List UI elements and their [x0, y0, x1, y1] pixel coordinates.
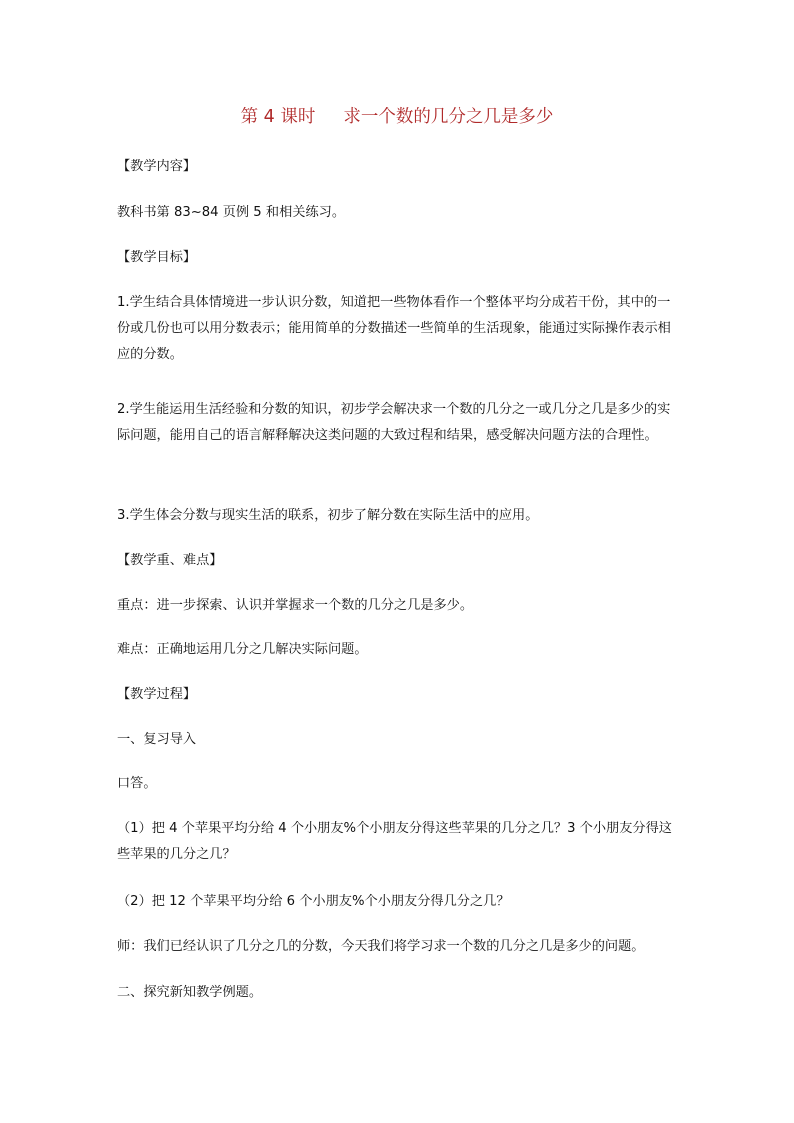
heading-key-difficult-points: 【教学重、难点】	[117, 553, 223, 568]
question-1: （1）把 4 个苹果平均分给 4 个小朋友%个小朋友分得这些苹果的几分之几？3 个小朋友分得这些苹果的几分之几？	[117, 821, 672, 862]
heading-teaching-process: 【教学过程】	[117, 687, 197, 702]
goal-2: 2.学生能运用生活经验和分数的知识，初步学会解决求一个数的几分之一或几分之几是多少的实际问题，能用自己的语言解释解决这类问题的大致过程和结果，感受解决问题方法的合理性。	[117, 402, 671, 443]
section-review: 一、复习导入	[117, 732, 197, 747]
heading-teaching-goals: 【教学目标】	[117, 250, 197, 265]
oral-answer-label: 口答。	[117, 776, 157, 791]
goal-1: 1.学生结合具体情境进一步认识分数，知道把一些物体看作一个整体平均分成若干份，其中的一份或几份也可以用分数表示；能用简单的分数描述一些简单的生活现象，能通过实际操作表示相应的分数。	[117, 295, 671, 362]
difficult-point: 难点：正确地运用几分之几解决实际问题。	[117, 642, 368, 657]
lesson-number: 第 4 课时	[240, 107, 316, 127]
teacher-remark: 师：我们已经认识了几分之几的分数，今天我们将学习求一个数的几分之几是多少的问题。	[117, 939, 645, 954]
lesson-title	[0, 104, 794, 130]
key-point: 重点：进一步探索、认识并掌握求一个数的几分之几是多少。	[117, 598, 474, 613]
heading-teaching-content: 【教学内容】	[117, 159, 197, 174]
lesson-topic: 求一个数的几分之几是多少	[343, 107, 554, 127]
teaching-content-text: 教科书第 83~84 页例 5 和相关练习。	[117, 205, 346, 220]
goal-3: 3.学生体会分数与现实生活的联系，初步了解分数在实际生活中的应用。	[117, 508, 539, 523]
question-2: （2）把 12 个苹果平均分给 6 个小朋友%个小朋友分得几分之几？	[117, 894, 510, 909]
section-explore: 二、探究新知教学例题。	[117, 985, 263, 1000]
